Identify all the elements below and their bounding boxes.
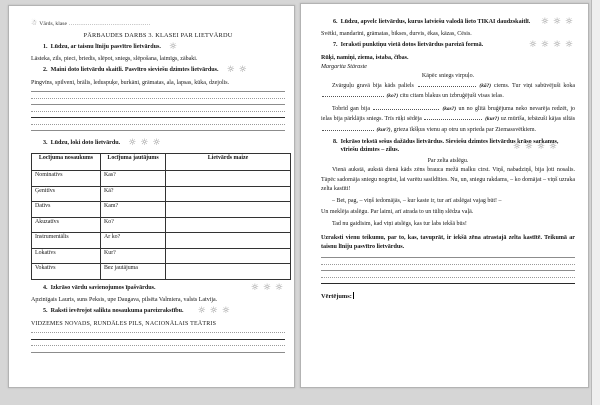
task-1-word-list: Lāsteka, zils, pieci, briedis, slēpot, sniegs, slēpošana, laimīgs, zābaki. [31,56,198,63]
sun-icon [251,285,259,294]
sun-icon [553,19,561,28]
story-text: uz mūrīša, iebāzuši kājas siltās [500,116,576,123]
sun-icon [541,19,549,28]
table-row [32,186,291,202]
task-number: 6. [333,19,338,25]
task-4-heading [31,285,285,294]
story-2-paragraph-2: – Bet, pag, – viņš iedomājās, – kur kaste ir, tur arī atslēgai vajag būt! – [332,197,502,204]
sun-icon [553,42,561,51]
task-4-word-list: Apzinīgais Lauris, suns Peksis, upe Daugava, pilsēta Valmiera, valsts Latvija. [31,297,218,304]
writing-line [31,98,285,99]
task-7-word-list: Rūķi, namiņi, ziema, istaba, čības. [321,54,409,61]
sun-icon [152,140,160,149]
difficulty-suns [513,136,557,154]
writing-line [31,124,285,125]
task-2-heading [31,67,285,76]
task-number: 1. [43,44,48,50]
writing-lines-task2 [31,91,285,131]
answer-cell[interactable] [166,202,291,218]
writing-line [321,270,575,271]
case-question: Ar ko? [101,233,166,249]
case-hint: (kur?) [376,126,391,133]
blank-line[interactable] [373,105,439,110]
case-question: Ko? [101,217,166,233]
writing-line [31,104,285,105]
writing-line [31,91,285,92]
grade-label-row [321,292,575,300]
story-1-paragraph-2 [321,104,575,136]
column-header: Locījuma nosaukums [32,154,101,171]
table-row [32,264,291,280]
answer-cell[interactable] [166,171,291,187]
task-6-word-list: Svētki, mandarīni, grāmatas, bikses, durvis, ēkas, kāzas, Cēsis. [321,31,472,38]
difficulty-suns [198,308,230,317]
writing-line [321,264,575,265]
sun-icon [140,140,148,149]
writing-line [321,283,575,284]
sun-icon [549,136,557,154]
story-text: citu citam blakus un izbruģējuši visas ielas. [399,93,504,100]
case-question: Bez jautājuma [101,264,166,280]
case-name: Akuzatīvs [32,217,101,233]
task-text: Lūdzu, loki doto lietvārdu. [50,140,121,147]
writing-line [31,111,285,112]
blank-line[interactable] [424,115,482,120]
writing-line [321,277,575,278]
table-row [32,217,291,233]
task-text: Ieraksti punktiņu vietā dotos lietvārdus pareizā formā. [340,42,484,49]
difficulty-suns [541,19,573,28]
story-text: un no glītā bruģējuma neko nevarēja redzēt, jo ielas bija pārklājis sniegs. Trīs rūķi sēdēja [321,105,576,123]
document-page-2[interactable] [300,3,589,388]
writing-lines-task5 [31,332,285,353]
task-number: 4. [43,284,48,291]
answer-cell[interactable] [166,186,291,202]
declension-table [31,153,291,280]
story-text: ciems. Tur viņi sabūvējuši koka [493,82,576,89]
blank-line[interactable] [322,126,374,131]
story-2-paragraph-3: Un meklēja atslēgu. Par laimi, arī atrada to un tūliņ slēdza vaļā. [321,209,474,216]
sun-icon [222,308,230,317]
task-3-heading [31,140,285,149]
final-task-instruction: Uzraksti vienu teikumu, par to, kas, tavuprāt, ir iekšā zēna atrastajā zelta kastītē. Teikumā ar taisnu līniju pasvītro lietvārdus. [321,235,575,251]
task-text: Maini doto lietvārdu skaitli. Pasvītro sieviešu dzimtes lietvārdus. [50,67,219,74]
story-1-paragraph-1 [321,81,575,102]
name-class-line [31,19,285,27]
case-hint: (ko?) [386,93,399,100]
task-5-word-list: VIDZEMES NOVADS, RUNDĀLES PILS, NACIONĀLAIS TEĀTRIS [31,320,217,327]
answer-cell[interactable] [166,264,291,280]
sun-icon [541,42,549,51]
sun-icon [227,67,235,76]
sun-icon [128,140,136,149]
task-8-heading [321,139,575,155]
text-cursor [353,292,354,299]
task-text: Izkrāso vārdu savienojumos īpašvārdus. [50,284,156,291]
task-2-word-list: Pingvīns, spilveni, brālis, leduspuķe, burkāni, grāmatas, ala, lapsas, kūka, dzejolis. [31,79,230,86]
name-class-dotted-line: ........................................... [68,21,151,27]
table-row [32,233,291,249]
case-question: Kā? [101,186,166,202]
task-text: Lūdzu, ar taisnu līniju pasvītro lietvārdus. [50,44,161,50]
story-author: Margarita Stāraste [321,63,367,70]
answer-cell[interactable] [166,233,291,249]
document-title: PĀRBAUDES DARBS 3. KLASEI PAR LIETVĀRDU [83,32,233,39]
answer-cell[interactable] [166,217,291,233]
difficulty-suns [169,44,177,53]
task-text: Lūdzu, apvelc lietvārdus, kurus latviešu valodā lieto TIKAI daudzskaitlī. [340,19,531,25]
difficulty-suns [128,140,160,149]
task-number: 8. [333,139,338,146]
sun-icon [275,285,283,294]
grade-label: Vērtējums: [321,293,352,301]
sun-icon [169,44,177,53]
case-hint: (kur?) [485,116,500,123]
case-name: Ģenitīvs [32,186,101,202]
task-1-heading [31,44,285,53]
task-7-heading [321,42,575,51]
sun-icon [565,42,573,51]
sun-icon [525,136,533,154]
story-text: Zvārguļu gravā bija kāds paliels [332,82,414,89]
sun-icon [263,285,271,294]
sun-icon [198,308,206,317]
case-hint: (kas?) [442,105,457,112]
task-number: 7. [333,42,338,49]
story-2-title: Par zelta atslēgu. [427,158,469,165]
blank-line[interactable] [322,92,384,97]
answer-cell[interactable] [166,248,291,264]
task-number: 5. [43,308,48,315]
difficulty-suns [529,42,573,51]
case-question: Kas? [101,171,166,187]
writing-line [31,117,285,118]
case-question: Kam? [101,202,166,218]
task-6-heading [321,19,575,28]
case-question: Kur? [101,248,166,264]
writing-line [31,130,285,131]
column-header: Lietvārds maize [166,154,291,171]
document-page-1[interactable] [8,5,295,388]
sun-icon [239,67,247,76]
case-name: Datīvs [32,202,101,218]
sun-icon [529,42,537,51]
table-row [32,248,291,264]
writing-line [31,339,285,340]
task-number: 2. [43,67,48,74]
table-header-row [32,154,291,171]
table-row [32,202,291,218]
sun-icon [210,308,218,317]
writing-lines-final [321,257,575,284]
column-header: Locījuma jautājums [101,154,166,171]
blank-line[interactable] [418,82,476,87]
case-name: Lokatīvs [32,248,101,264]
sun-icon [513,136,521,154]
case-name: Nominatīvs [32,171,101,187]
snowman-icon [31,19,37,27]
task-text: Raksti ievērojot salikta nosaukuma pareizrakstību. [50,308,184,315]
story-2-paragraph-1: Vienā aukstā, aukstā dienā kāds zēns brauca mežā malku cirst. Viņš, nabadziņš, bija ļoti nosalis. Tāpēc sadomāja sniegu nogrūst, lai varētu sasildīties. Nu, un, sniegu rakdams, – ko domājat – viņš uzraka zelta kastīti! [321,167,575,193]
story-text: Tobrīd gan bija [332,105,370,112]
task-number: 3. [43,140,48,147]
writing-line [321,257,575,258]
writing-line [31,352,285,353]
table-row [32,171,291,187]
sun-icon [565,19,573,28]
case-name: Vokatīvs [32,264,101,280]
difficulty-suns [251,285,283,294]
vertical-scrollbar[interactable] [591,0,600,405]
sun-icon [537,136,545,154]
story-text: , grieza īkšķus vienu ap otru un sprieda par Ziemassvētkiem. [390,126,537,133]
story-2-paragraph-4: Tad nu gaidīsim, kad viņi atslēgs, kas tur labs iekšā būs! [332,220,467,227]
writing-line [31,345,285,346]
name-class-label: Vārds, klase [39,21,67,27]
case-name: Instrumentālis [32,233,101,249]
difficulty-suns [227,67,247,76]
story-1-title: Kāpēc sniegs virpuļo. [421,72,475,79]
task-5-heading [31,308,285,317]
writing-line [31,332,285,333]
task-text: Iekrāso tekstā sešus dažādus lietvārdus. Sieviešu dzimtes lietvārdus krāso sarkanus, vīriešu dzimtes – zilus. [340,139,559,154]
case-hint: (kā?) [479,82,492,89]
